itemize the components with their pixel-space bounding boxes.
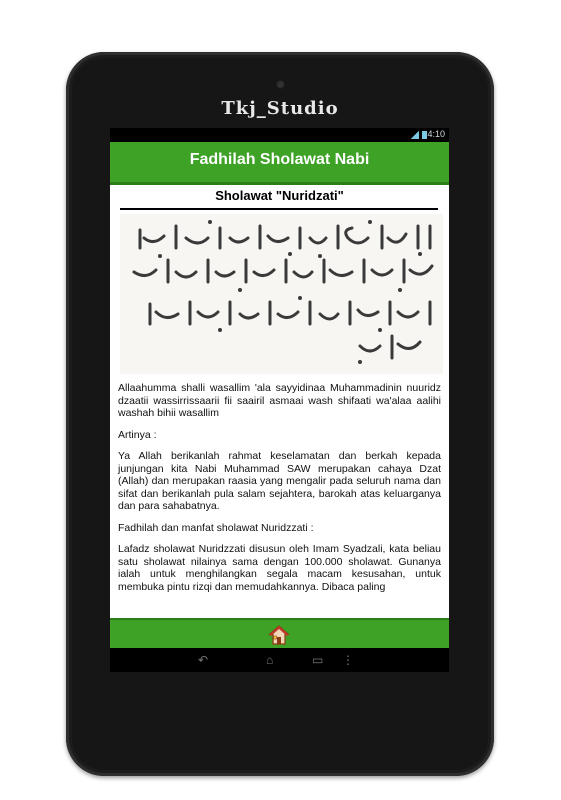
app-title: Fadhilah Sholawat Nabi: [189, 151, 370, 168]
menu-icon[interactable]: ⋮: [342, 653, 354, 667]
fadhilah-label: Fadhilah dan manfat sholawat Nuridzzati :: [118, 521, 314, 534]
status-bar: [110, 128, 449, 142]
home-icon[interactable]: [268, 624, 290, 646]
section-title: Sholawat "Nuridzati": [215, 188, 344, 203]
app-title-bar: [110, 142, 449, 185]
divider: [120, 208, 438, 210]
article-content: [118, 382, 441, 602]
system-nav-bar: [110, 648, 449, 672]
transliteration-text: Allaahumma shalli wasallim 'ala sayyidinaa Muhammadinin nuuridz dzaatii wassirrissaarii fii saairil asmaai wash shifaati wa'alaa aalihi washah bihii wasallim: [118, 382, 441, 419]
battery-icon: [422, 131, 427, 139]
translation-text: Ya Allah berikanlah rahmat keselamatan dan berkah kepada junjungan kita Nabi Muhammad SAW merupakan cahaya Dzat (Allah) dan merupakan raasia yang mengalir pada seluruh nama dan sifat dan berikanlah pula salam sejahtera, barokah atas keluarganya dan para sahabatnya.: [118, 450, 441, 512]
app-screen: [110, 128, 449, 648]
recents-icon[interactable]: ▭: [312, 653, 324, 667]
status-time: 4:10: [427, 129, 445, 139]
brand-label: Tkj_Studio: [221, 98, 339, 119]
bottom-bar: [110, 618, 449, 648]
back-icon[interactable]: ↶: [198, 653, 209, 667]
wifi-icon: [411, 131, 419, 139]
arabic-calligraphy-image: [120, 214, 443, 374]
artinya-label: Artinya :: [118, 428, 157, 441]
front-camera: [276, 80, 285, 89]
arabic-calligraphy-icon: [120, 214, 443, 374]
nav-home-icon[interactable]: ⌂: [266, 653, 274, 667]
fadhilah-text: Lafadz sholawat Nuridzzati disusun oleh Imam Syadzali, kata beliau satu sholawat nilainya sama dengan 100.000 sholawat. Gunanya ialah untuk menghilangkan segala macam kesusahan, untuk membuka pintu rizqi dan memudahkannya. Dibaca paling: [118, 543, 441, 593]
